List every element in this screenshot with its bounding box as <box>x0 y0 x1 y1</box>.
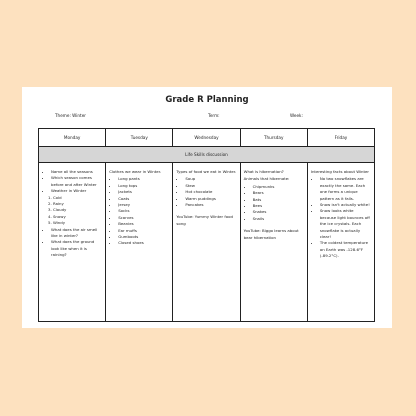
thursday-list <box>244 184 304 222</box>
list-item: • Bats <box>253 197 304 203</box>
friday-cell <box>308 163 374 321</box>
list-item: • Pancakes <box>185 202 236 208</box>
list-item: • Bears <box>253 190 304 196</box>
list-item: • Jersey <box>118 202 169 208</box>
list-item: • Jackets <box>118 189 169 195</box>
thursday-intro-question: What is hibernation? <box>243 169 284 174</box>
day-header-row <box>39 129 374 147</box>
list-item: • Gumboots <box>118 234 169 240</box>
theme-label: Theme: Winter <box>55 113 86 118</box>
page-title: Grade R Planning <box>165 95 249 105</box>
list-item: • Warm puddings <box>185 196 236 202</box>
list-item: • Chipmunks <box>253 184 304 190</box>
monday-list-a <box>42 169 102 195</box>
friday-list <box>311 176 371 259</box>
planning-sheet <box>22 87 392 328</box>
header-friday: Friday <box>334 135 348 140</box>
list-item: • Scarves <box>118 215 169 221</box>
planning-table <box>38 128 375 322</box>
list-item: • Snow looks white because light bounces off the ice crystals. Each snowflake is actually clear! <box>320 208 371 240</box>
list-item: • No two snowflakes are exactly the same. Each one forms a unique pattern as it falls. <box>320 176 371 202</box>
list-item: • Coats <box>118 196 169 202</box>
list-item: • What does the air smell like in winter? <box>51 227 102 240</box>
thursday-intro-animals: Animals that hibernate: <box>243 176 290 182</box>
list-item: • Which season comes before and after Winter <box>51 175 102 188</box>
content-row <box>39 163 374 321</box>
wednesday-intro: Types of food we eat in Winter. <box>176 169 237 174</box>
friday-intro: Interesting facts about Winter <box>310 169 370 174</box>
weather-item: 5. Windy <box>48 220 66 226</box>
tuesday-cell <box>106 163 173 321</box>
weather-item: 3. Cloudy <box>48 207 67 213</box>
list-item: • Snow isn't actually white! <box>320 202 371 208</box>
thursday-cell <box>241 163 308 321</box>
life-skills-band: Life Skills discussion <box>39 147 374 163</box>
wednesday-list <box>176 176 236 208</box>
list-item: • Stew <box>185 183 236 189</box>
thursday-video-note: YouTube: Biggo learns about bear hibernation <box>243 228 299 240</box>
wednesday-video-note: YouTube: Yummy Winter food song <box>176 214 233 226</box>
list-item: • Ear muffs <box>118 228 169 234</box>
list-item: • Name all the seasons <box>51 169 102 175</box>
week-label: Week: <box>290 113 303 118</box>
list-item: • What does the ground look like when it is raining? <box>51 239 102 258</box>
wednesday-cell <box>173 163 240 321</box>
header-monday: Monday <box>39 129 106 146</box>
header-wednesday: Wednesday <box>173 129 240 146</box>
monday-list-b <box>42 227 102 259</box>
list-item: • The coldest temperature on Earth was -128.6°F (-89.2°C). <box>320 240 371 259</box>
list-item: • Socks <box>118 208 169 214</box>
term-label: Term: <box>208 113 220 118</box>
list-item: • Long pants <box>118 176 169 182</box>
header-tuesday: Tuesday <box>106 129 173 146</box>
weather-item: 1. Cold <box>48 194 62 200</box>
tuesday-list <box>109 176 169 246</box>
list-item: • Soup <box>185 176 236 182</box>
list-item: • Weather in Winter <box>51 188 102 194</box>
list-item: • Beanies <box>118 221 169 227</box>
list-item: • Long tops <box>118 183 169 189</box>
list-item: • Closed shoes <box>118 240 169 246</box>
weather-item: 2. Rainy <box>48 201 64 207</box>
list-item: • Snakes <box>253 209 304 215</box>
list-item: • Bees <box>253 203 304 209</box>
list-item: • Hot chocolate <box>185 189 236 195</box>
tuesday-intro: Clothes we wear in Winter. <box>109 169 162 174</box>
list-item: • Snails <box>253 216 304 222</box>
weather-item: 4. Snowy <box>48 213 66 219</box>
header-thursday: Thursday <box>241 129 308 146</box>
monday-cell <box>39 163 106 321</box>
